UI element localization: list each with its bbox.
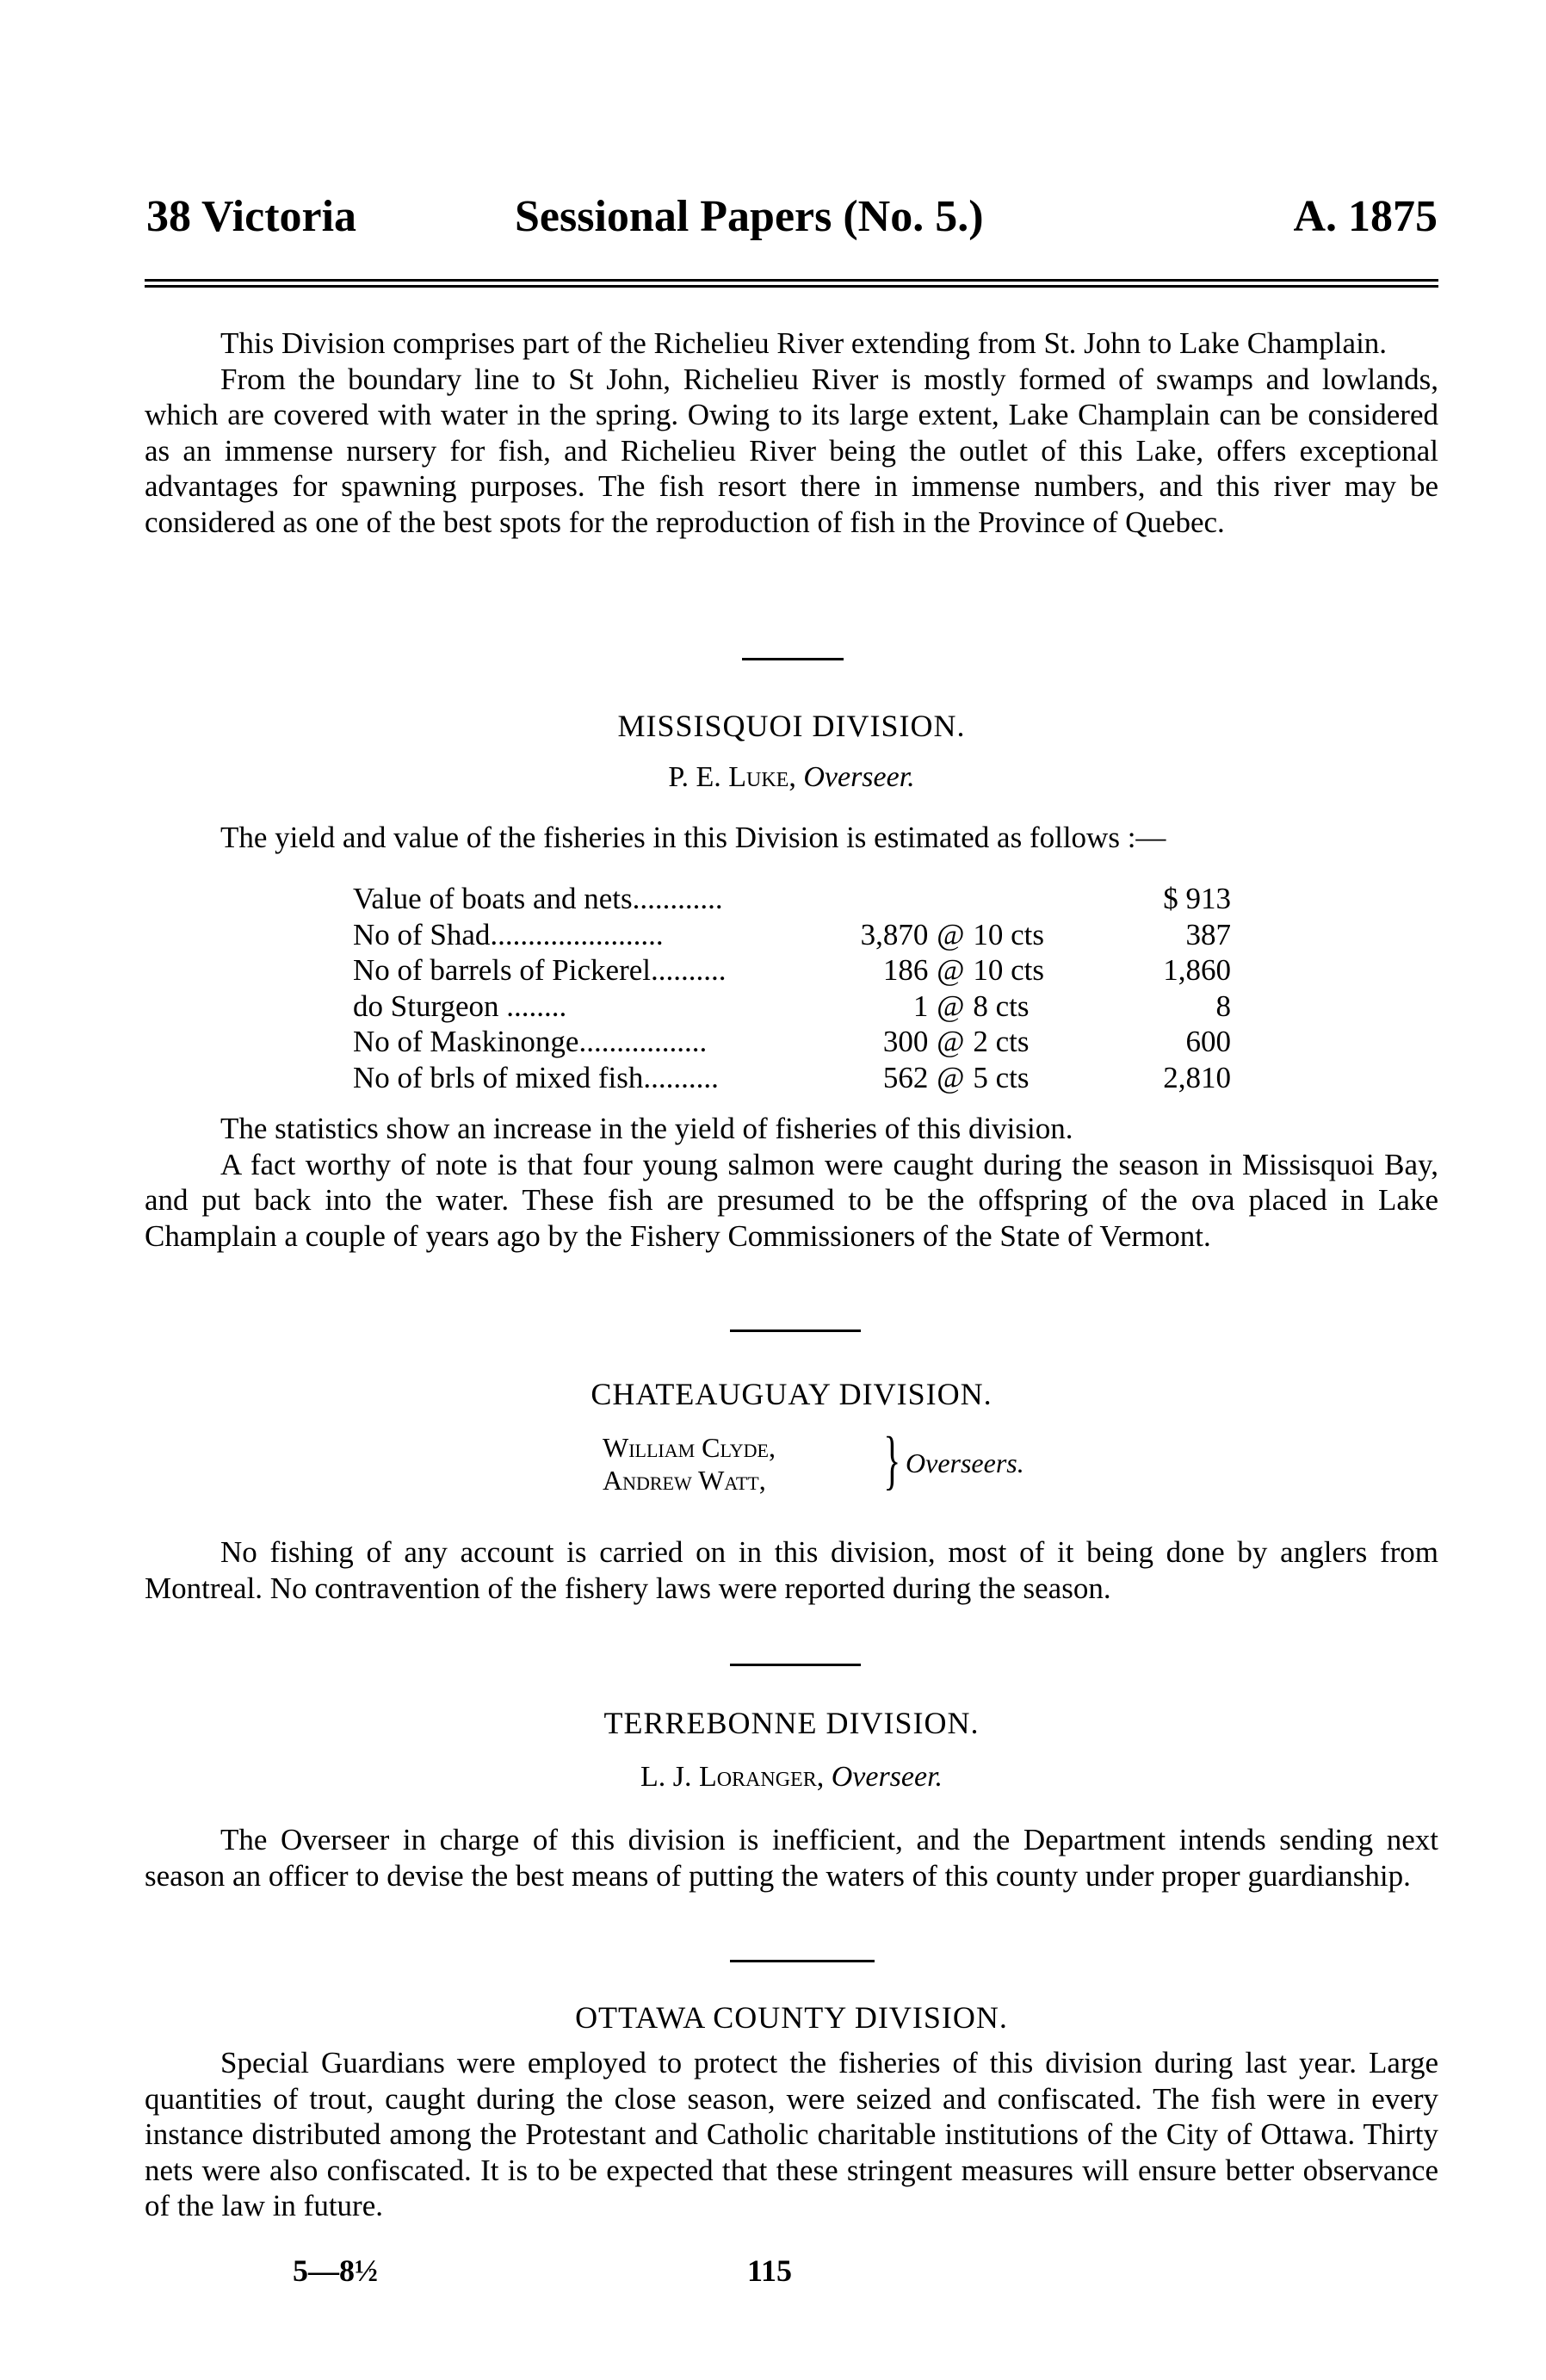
chateauguay-paragraph: No fishing of any account is carried on in this division, most of it being done by anglers from Montreal. No contravention of the fishery laws were reported during the season. bbox=[145, 1535, 1438, 1605]
estimate-value: 1,860 bbox=[1163, 953, 1231, 987]
table-row bbox=[353, 989, 1231, 1025]
estimate-at-sign: @ bbox=[937, 917, 965, 951]
chateauguay-section bbox=[145, 1534, 1438, 1606]
header-rule-top bbox=[145, 279, 1438, 282]
overseer-names bbox=[603, 1431, 776, 1497]
intro-paragraph-1: This Division comprises part of the Richelieu River extending from St. John to Lake Champlain. bbox=[220, 326, 1388, 360]
estimate-rate: 8 cts bbox=[973, 989, 1030, 1023]
overseer-name-2: Andrew Watt, bbox=[603, 1465, 766, 1496]
estimate-quantity: 3,870 bbox=[860, 917, 929, 951]
estimate-item: No of Maskinonge................. bbox=[353, 1025, 708, 1058]
estimate-quantity bbox=[861, 881, 929, 917]
chateauguay-heading: CHATEAUGUAY DIVISION. bbox=[591, 1377, 993, 1411]
missisquoi-paragraph-2: A fact worthy of note is that four young salmon were caught during the season in Missisquoi Bay, and put back into the water. These fish are presumed to be the offspring of the ova placed in Lake Champlain a couple of years ago by the Fishery Commissioners of the State of Vermont. bbox=[145, 1147, 1438, 1253]
section-divider bbox=[730, 1960, 875, 1962]
estimate-at-sign: @ bbox=[937, 989, 965, 1023]
estimate-at-sign bbox=[928, 881, 973, 917]
chateauguay-overseer-role: Overseers. bbox=[906, 1447, 1024, 1478]
estimate-item: No of brls of mixed fish.......... bbox=[353, 1060, 719, 1094]
terrebonne-overseer-name: L. J. Loranger, bbox=[640, 1761, 825, 1793]
missisquoi-paragraph-1: The statistics show an increase in the yield of fisheries of this division. bbox=[220, 1112, 1073, 1145]
section-divider bbox=[730, 1664, 861, 1666]
header-volume: 38 Victoria bbox=[146, 192, 357, 241]
intro-section bbox=[145, 325, 1438, 540]
missisquoi-overseer bbox=[145, 761, 1438, 794]
terrebonne-section bbox=[145, 1822, 1438, 1893]
estimate-value: 2,810 bbox=[1163, 1060, 1231, 1094]
estimate-quantity: 1 bbox=[912, 989, 929, 1023]
missisquoi-overseer-name: P. E. Luke, bbox=[668, 761, 796, 793]
missisquoi-notes bbox=[145, 1111, 1438, 1254]
estimate-quantity: 300 bbox=[882, 1025, 929, 1058]
section-divider bbox=[742, 658, 844, 660]
fisheries-estimate-table bbox=[353, 881, 1231, 1095]
header-year: A. 1875 bbox=[1293, 192, 1438, 241]
table-row bbox=[353, 881, 1231, 917]
brace-symbol: } bbox=[883, 1424, 901, 1497]
missisquoi-intro: The yield and value of the fisheries in this Division is estimated as follows :— bbox=[220, 821, 1166, 854]
estimate-at-sign: @ bbox=[937, 1060, 965, 1094]
estimate-value: 387 bbox=[1185, 917, 1231, 951]
estimate-at-sign: @ bbox=[937, 1025, 965, 1058]
estimate-at-sign: @ bbox=[937, 953, 965, 987]
header-rule-bottom bbox=[145, 285, 1438, 288]
header-title: Sessional Papers (No. 5.) bbox=[515, 192, 984, 241]
overseer-name-1: William Clyde, bbox=[603, 1432, 776, 1463]
running-header bbox=[146, 191, 1438, 251]
terrebonne-overseer bbox=[145, 1761, 1438, 1794]
missisquoi-heading: MISSISQUOI DIVISION. bbox=[617, 709, 966, 743]
missisquoi-overseer-role: Overseer. bbox=[803, 761, 915, 793]
estimate-value: 8 bbox=[1215, 989, 1231, 1023]
ottawa-section bbox=[145, 2045, 1438, 2224]
section-divider bbox=[730, 1329, 861, 1332]
table-row bbox=[353, 952, 1231, 989]
estimate-value: $ 913 bbox=[1163, 882, 1231, 915]
estimate-item: do Sturgeon ........ bbox=[353, 989, 567, 1023]
table-row bbox=[353, 1060, 1231, 1096]
estimate-rate bbox=[973, 881, 1076, 917]
terrebonne-paragraph: The Overseer in charge of this division is inefficient, and the Department intends sending next season an officer to devise the best means of putting the waters of this county under proper guardianship. bbox=[145, 1823, 1438, 1893]
intro-paragraph-2: From the boundary line to St John, Richelieu River is mostly formed of swamps and lowlands, which are covered with water in the spring. Owing to its large extent, Lake Champlain can be considered as an immense nursery for fish, and Richelieu River being the outlet of this Lake, offers exceptional advantages for spawning purposes. The fish resort there in immense numbers, and this river may be considered as one of the best spots for the reproduction of fish in the Province of Quebec. bbox=[145, 362, 1438, 539]
estimate-rate: 5 cts bbox=[973, 1060, 1030, 1094]
estimate-rate: 2 cts bbox=[973, 1025, 1030, 1058]
estimate-value: 600 bbox=[1185, 1025, 1231, 1058]
estimate-quantity: 186 bbox=[882, 953, 929, 987]
footer-signature: 5—8½ bbox=[293, 2253, 378, 2288]
estimate-item: No of barrels of Pickerel.......... bbox=[353, 953, 727, 987]
estimate-rate: 10 cts bbox=[973, 917, 1044, 951]
ottawa-paragraph: Special Guardians were employed to protect the fisheries of this division during last year. Large quantities of trout, caught during the close season, were seized and confiscated. The fish were in every instance distributed among the Protestant and Catholic charitable institutions of the City of Ottawa. Thirty nets were also confiscated. It is to be expected that these stringent measures will ensure better observance of the law in future. bbox=[145, 2046, 1438, 2222]
estimate-quantity: 562 bbox=[882, 1060, 929, 1094]
terrebonne-heading: TERREBONNE DIVISION. bbox=[603, 1706, 980, 1740]
estimate-rate: 10 cts bbox=[973, 953, 1044, 987]
estimate-item: No of Shad....................... bbox=[353, 917, 664, 951]
ottawa-heading: OTTAWA COUNTY DIVISION. bbox=[575, 2000, 1008, 2035]
table-row bbox=[353, 917, 1231, 953]
terrebonne-overseer-role: Overseer. bbox=[831, 1761, 943, 1793]
estimate-item: Value of boats and nets............ bbox=[353, 882, 723, 915]
page-number: 115 bbox=[747, 2253, 793, 2288]
table-row bbox=[353, 1024, 1231, 1060]
